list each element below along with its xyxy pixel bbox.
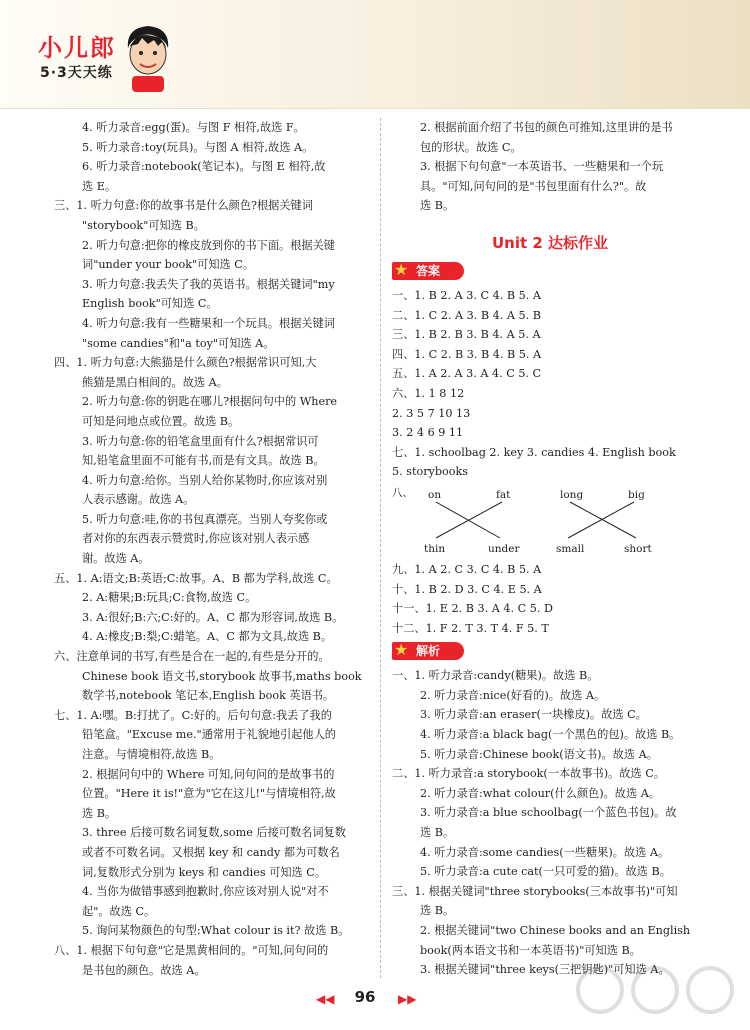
page-header [0, 0, 750, 109]
explanation-line: 位置。"Here it is!"意为"它在这儿!"与情境相符,故 [82, 787, 336, 801]
answer-tag-label: 答案 [416, 263, 441, 278]
analysis-line: book(两本语文书和一本英语书)"可知选 B。 [420, 943, 641, 957]
unit-title: Unit 2 达标作业 [491, 233, 609, 252]
explanation-line: 2. 根据问句中的 Where 可知,问句问的是故事书的 [82, 767, 335, 781]
explanation-line: 八、1. 根据下句句意"它是黑黄相间的。"可知,问句问的 [54, 943, 329, 957]
match-word: short [624, 542, 652, 555]
analysis-line: 3. 根据关键词"three keys(三把钥匙)"可知选 A。 [420, 963, 670, 977]
explanation-line: 选 E。 [82, 179, 117, 193]
analysis-line: 4. 听力录音:some candies(一些糖果)。故选 A。 [420, 845, 670, 859]
explanation-line: 4. 听力句意:给你。当别人给你某物时,你应该对别 [82, 473, 328, 487]
explanation-line: "some candies"和"a toy"可知选 A。 [82, 336, 275, 350]
match-word: big [628, 488, 645, 501]
explanation-line: 具。"可知,问句问的是"书包里面有什么?"。故 [420, 179, 647, 193]
explanation-line: 词,复数形式分别为 keys 和 candies 可知选 C。 [82, 865, 327, 879]
explanation-line: 4. A:橡皮;B:梨;C:蜡笔。A、C 都为文具,故选 B。 [82, 630, 333, 644]
analysis-line: 选 B。 [420, 904, 455, 918]
explanation-line: 词"under your book"可知选 C。 [82, 258, 255, 272]
brand-subtitle: 5·3天天练 [40, 65, 113, 81]
answer-line: 3. 2 4 6 9 11 [392, 426, 464, 440]
explanation-line: 或者不可数名词。又根据 key 和 candy 都为可数名 [82, 845, 340, 859]
explanation-line: 人表示感谢。故选 A。 [82, 493, 195, 507]
analysis-line: 一、1. 听力录音:candy(糖果)。故选 B。 [392, 669, 599, 683]
analysis-line: 选 B。 [420, 826, 455, 840]
answer-tag [392, 260, 708, 282]
explanation-line: 是书包的颜色。故选 A。 [82, 963, 206, 977]
match-word: fat [496, 488, 511, 501]
explanation-line: 四、1. 听力句意:大熊猫是什么颜色?根据常识可知,大 [54, 356, 317, 370]
explanation-line: 三、1. 听力句意:你的故事书是什么颜色?根据关键词 [54, 199, 313, 213]
analysis-line: 2. 听力录音:nice(好看的)。故选 A。 [420, 688, 606, 702]
answer-line: 2. 3 5 7 10 13 [392, 406, 471, 420]
explanation-line: 2. A:糖果;B:玩具;C:食物,故选 C。 [82, 591, 257, 605]
answer-line: 四、1. C 2. B 3. B 4. B 5. A [392, 347, 542, 361]
explanation-line: 七、1. A:嘿。B:打扰了。C:好的。后句句意:我丢了我的 [54, 708, 332, 722]
answers-part-a [392, 286, 708, 482]
explanation-line: 者对你的东西表示赞赏时,你应该对别人表示感 [82, 532, 310, 546]
explanation-line: 6. 听力录音:notebook(笔记本)。与图 E 相符,故 [82, 160, 326, 174]
star-icon: ★ [394, 640, 409, 660]
explanation-line: 5. 询问某物颜色的句型:What colour is it? 故选 B。 [82, 924, 350, 938]
match-word: on [428, 488, 442, 501]
answer-line: 七、1. schoolbag 2. key 3. candies 4. English book [392, 445, 676, 459]
analysis-line: 二、1. 听力录音:a storybook(一本故事书)。故选 C。 [392, 767, 665, 781]
explanation-line: English book"可知选 C。 [82, 297, 218, 311]
explanation-line: "storybook"可知选 B。 [82, 218, 205, 232]
explanation-line: 4. 听力句意:我有一些糖果和一个玩具。根据关键词 [82, 316, 335, 330]
answer-line: 六、1. 1 8 12 [392, 386, 465, 400]
analysis-line: 5. 听力录音:Chinese book(语文书)。故选 A。 [420, 747, 658, 761]
explanation-line: 六、注意单词的书写,有些是合在一起的,有些是分开的。 [54, 650, 330, 664]
page-number: 96 [354, 988, 376, 1006]
matching-lines [392, 482, 692, 560]
left-column [54, 118, 372, 980]
answer-line: 三、1. B 2. B 3. B 4. A 5. A [392, 328, 541, 342]
analysis-line: 2. 听力录音:what colour(什么颜色)。故选 A。 [420, 786, 660, 800]
answer-line: 五、1. A 2. A 3. A 4. C 5. C [392, 367, 542, 381]
matching-prefix: 八、 [392, 486, 413, 499]
analysis-line: 2. 根据关键词"two Chinese books and an English [420, 924, 691, 937]
analysis-line: 4. 听力录音:a black bag(一个黑色的包)。故选 B。 [420, 728, 681, 742]
answer-line: 5. storybooks [392, 465, 469, 479]
answer-line: 一、1. B 2. A 3. C 4. B 5. A [392, 288, 541, 302]
explanation-line: 谢。故选 A。 [82, 552, 150, 566]
explanation-line: 3. 听力句意:我丢失了我的英语书。根据关键词"my [82, 277, 335, 291]
explanation-line: 注意。与情境相符,故选 B。 [82, 748, 221, 761]
match-word: thin [424, 542, 446, 555]
right-column [392, 118, 708, 980]
right-top-explanations [392, 118, 708, 216]
explanation-line: 可知是问地点或位置。故选 B。 [82, 414, 240, 428]
explanation-line: 熊猫是黑白相间的。故选 A。 [82, 375, 228, 389]
answer-line: 十、1. B 2. D 3. C 4. E 5. A [392, 582, 542, 596]
analysis-line: 5. 听力录音:a cute cat(一只可爱的猫)。故选 B。 [420, 865, 671, 879]
analysis-tag-label: 解析 [416, 644, 441, 659]
match-word: small [556, 542, 585, 555]
explanation-line: 2. 根据前面介绍了书包的颜色可推知,这里讲的是书 [420, 121, 673, 134]
explanation-line: 5. 听力录音:toy(玩具)。与图 A 相符,故选 A。 [82, 140, 314, 154]
matching-diagram [392, 482, 708, 560]
answer-line: 二、1. C 2. A 3. B 4. A 5. B [392, 308, 541, 322]
next-arrows-icon: ▶▶ [398, 992, 417, 1006]
explanation-line: 3. three 后接可数名词复数,some 后接可数名词复数 [82, 826, 346, 840]
match-word: under [488, 542, 520, 555]
explanation-line: 包的形状。故选 C。 [420, 140, 522, 154]
answer-line: 十二、1. F 2. T 3. T 4. F 5. T [392, 621, 549, 635]
analysis-tag [392, 640, 708, 662]
analysis-list [392, 666, 708, 980]
explanation-line: 2. 听力句意:你的钥匙在哪儿?根据问句中的 Where [82, 395, 338, 409]
explanation-line: 选 B。 [82, 806, 117, 820]
match-line [568, 502, 634, 538]
answers-part-b [392, 560, 708, 638]
prev-arrows-icon: ◀◀ [316, 992, 335, 1006]
mascot-boy-icon [118, 22, 178, 94]
explanation-line: 五、1. A:语文;B:英语;C:故事。A、B 都为学科,故选 C。 [54, 571, 338, 585]
explanation-line: Chinese book 语文书,storybook 故事书,maths book [82, 669, 362, 683]
explanation-line: 选 B。 [420, 199, 455, 213]
column-divider [380, 118, 381, 978]
explanation-line: 4. 当你为做错事感到抱歉时,你应该对别人说"对不 [82, 885, 329, 899]
brand-title: 小儿郎 [38, 34, 116, 62]
analysis-line: 3. 听力录音:an eraser(一块橡皮)。故选 C。 [420, 708, 647, 722]
explanation-line: 铅笔盒。"Excuse me."通常用于礼貌地引起他人的 [82, 728, 336, 742]
explanation-line: 3. A:很好;B:六;C:好的。A、C 都为形容词,故选 B。 [82, 610, 344, 624]
analysis-line: 三、1. 根据关键词"three storybooks(三本故事书)"可知 [392, 884, 678, 898]
match-line [570, 502, 636, 538]
explanation-line: 起"。故选 C。 [82, 904, 156, 918]
answer-line: 十一、1. E 2. B 3. A 4. C 5. D [392, 602, 553, 616]
explanation-line: 知,铅笔盒里面不可能有书,而是有文具。故选 B。 [82, 454, 325, 468]
answer-line: 九、1. A 2. C 3. C 4. B 5. A [392, 562, 542, 576]
explanation-line: 3. 听力句意:你的铅笔盒里面有什么?根据常识可 [82, 434, 319, 448]
explanation-line: 5. 听力句意:哇,你的书包真漂亮。当别人夸奖你或 [82, 512, 328, 526]
analysis-line: 3. 听力录音:a blue schoolbag(一个蓝色书包)。故 [420, 806, 677, 820]
match-word: long [560, 488, 584, 501]
star-icon: ★ [394, 259, 409, 279]
explanation-line: 2. 听力句意:把你的橡皮放到你的书下面。根据关键 [82, 238, 335, 252]
explanation-line: 4. 听力录音:egg(蛋)。与图 F 相符,故选 F。 [82, 121, 305, 134]
explanation-line: 3. 根据下句句意"一本英语书、一些糖果和一个玩 [420, 160, 664, 174]
explanation-line: 数学书,notebook 笔记本,English book 英语书。 [82, 689, 335, 703]
watermark-icon [570, 960, 740, 1020]
